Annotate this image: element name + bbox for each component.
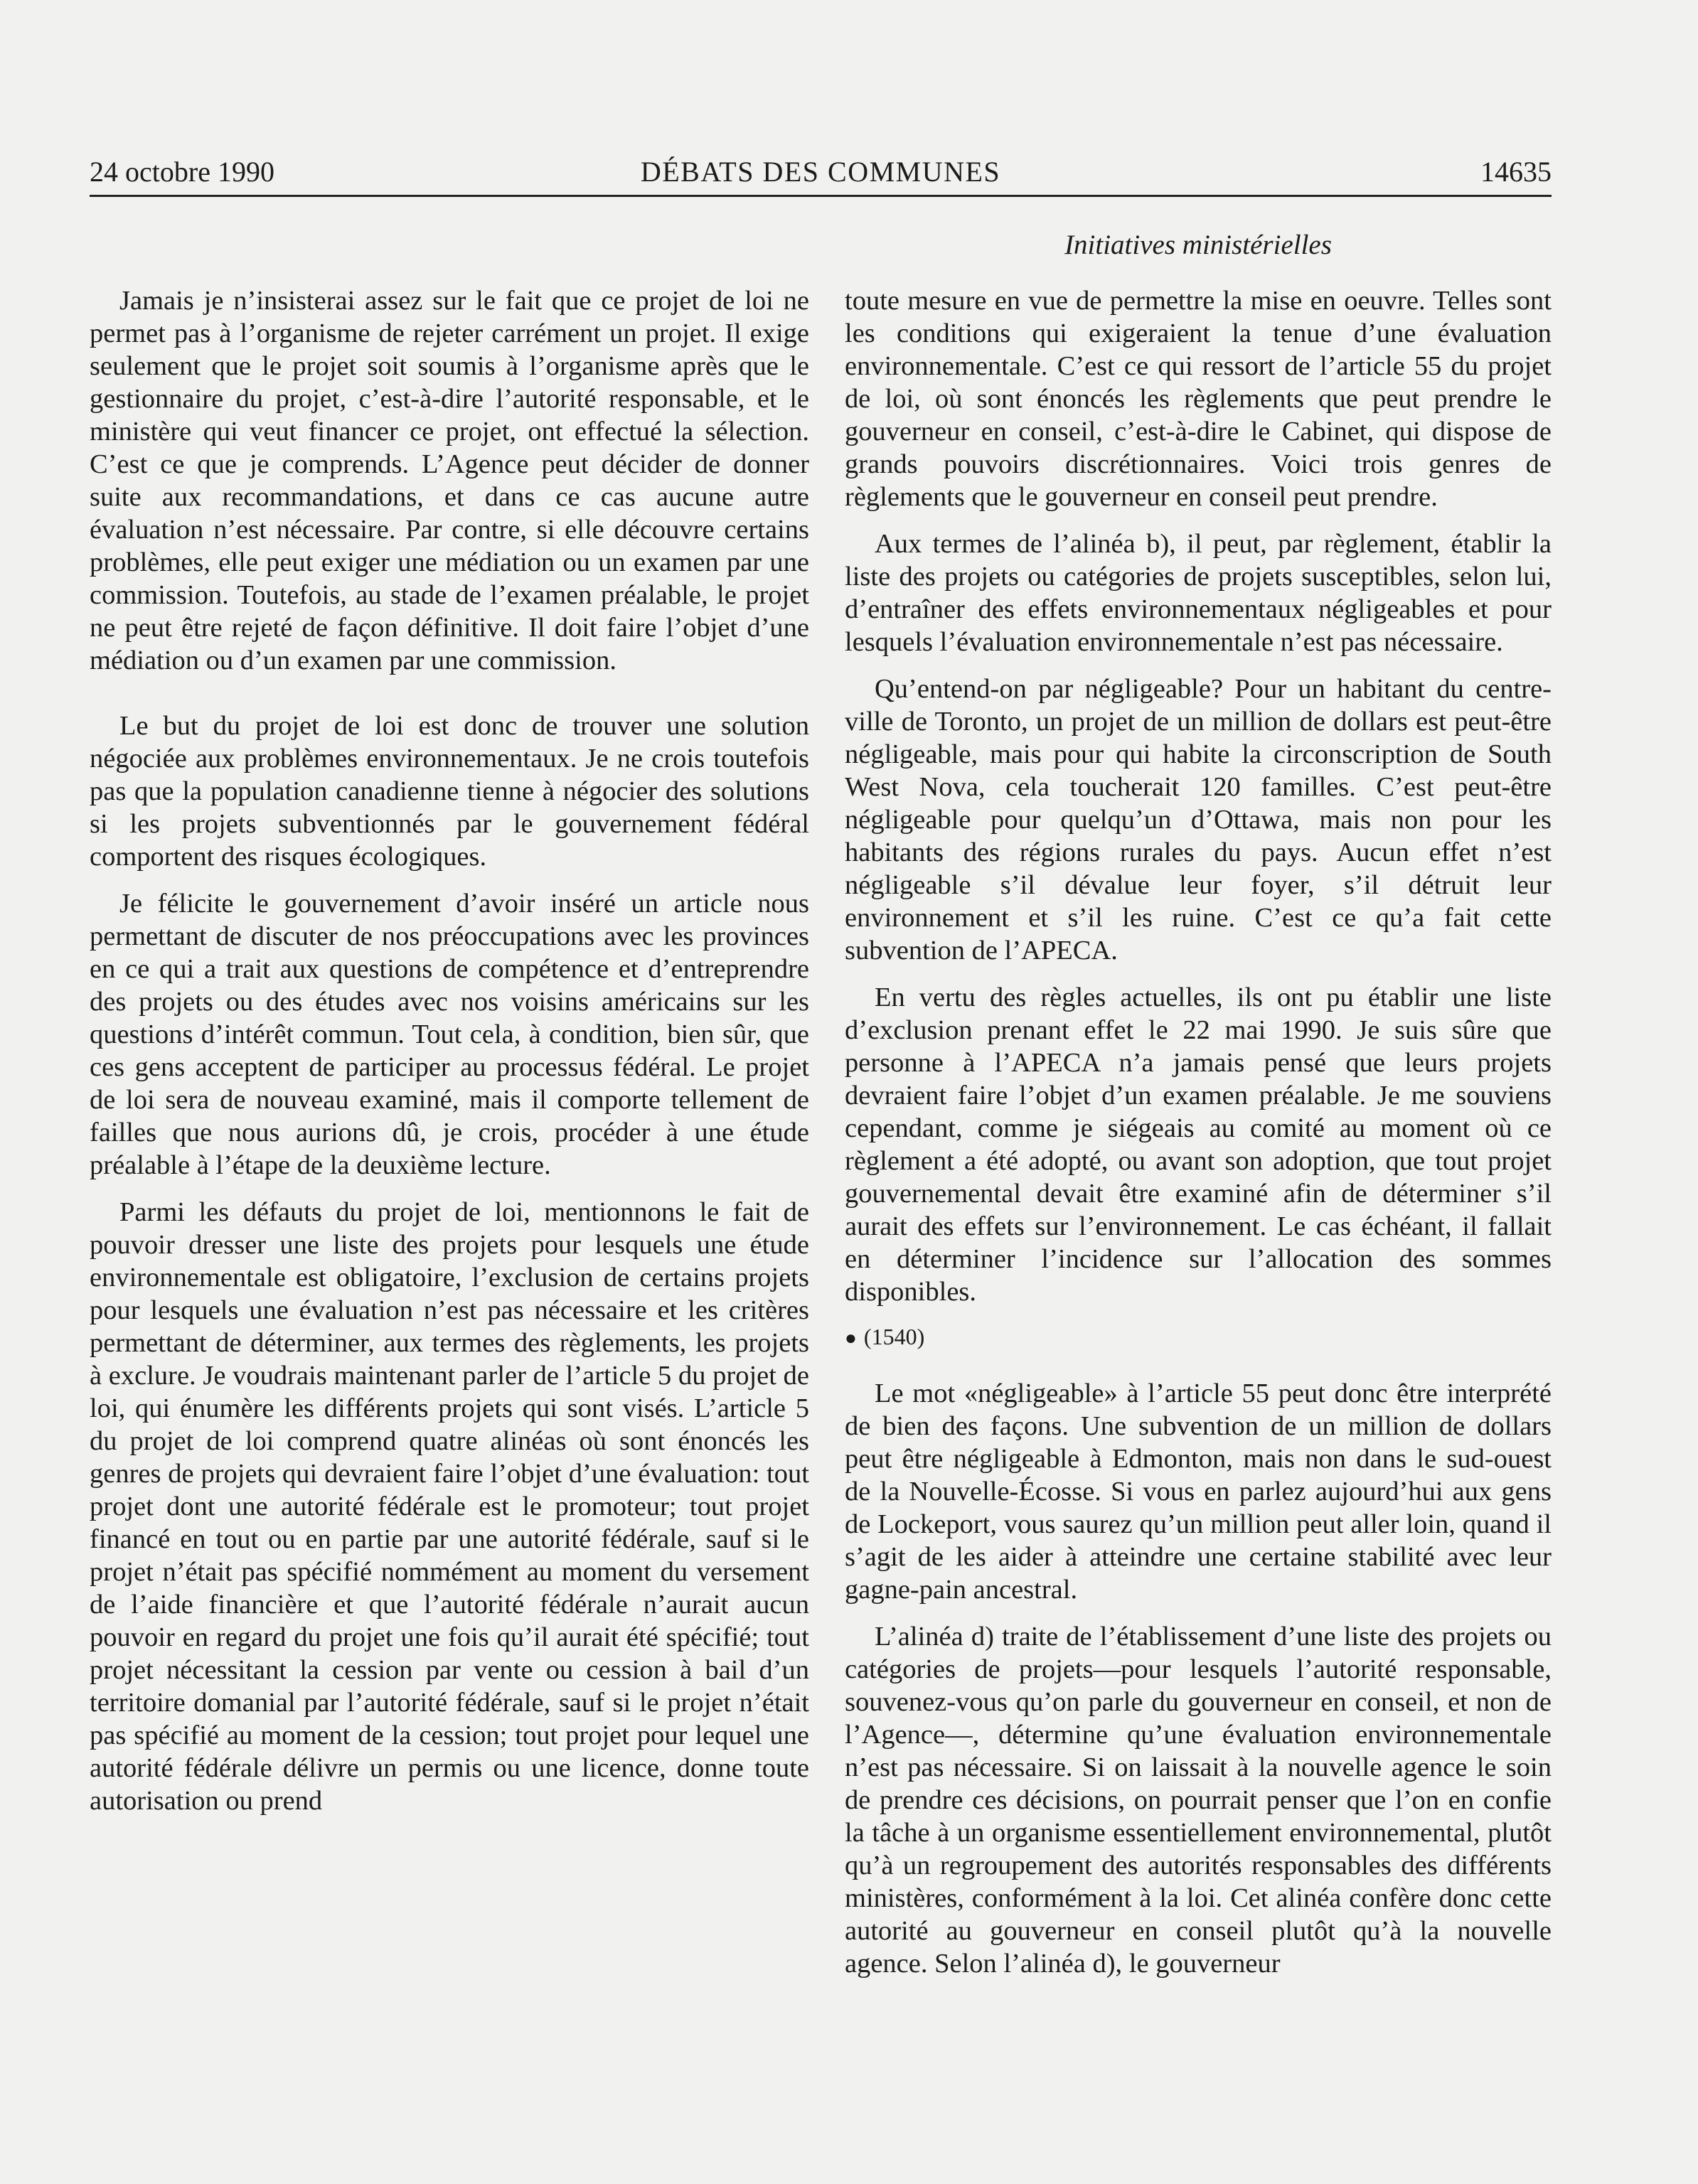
paragraph: Le but du projet de loi est donc de trouver une solution négociée aux problèmes environnementaux. Je ne crois toutefois pas que la population canadienne tienne à négocier des solutions si les projets subventionnés par le gouvernement fédéral comportent des risques écologiques. <box>90 711 809 872</box>
time-marker-text: (1540) <box>863 1324 925 1349</box>
page-header <box>90 155 1552 197</box>
paragraph: Je félicite le gouvernement d’avoir inséré un article nous permettant de discuter de nos préoccupations avec les provinces en ce qui a trait aux questions de compétence et d’entreprendre des projets ou des études avec nos voisins américains sur les questions d’intérêt commun. Tout cela, à condition, bien sûr, que ces gens acceptent de participer au processus fédéral. Le projet de loi sera de nouveau examiné, mais il comporte tellement de failles que nous aurions dû, je crois, procéder à une étude préalable à l’étape de la deuxième lecture. <box>90 889 809 1180</box>
header-date: 24 octobre 1990 <box>90 156 274 188</box>
section-title: Initiatives ministérielles <box>1064 230 1332 260</box>
right-column <box>845 284 1552 1994</box>
paragraph: Le mot «négligeable» à l’article 55 peut donc être interprété de bien des façons. Une subvention de un million de dollars peut être négligeable à Edmonton, mais non dans le sud-ouest de la Nouvelle-Écosse. Si vous en parlez aujourd’hui aux gens de Lockeport, vous saurez qu’un million peut aller loin, quand il s’agit de les aider à atteindre une certaine stabilité avec leur gagne-pain ancestral. <box>845 1379 1552 1605</box>
paragraph: Qu’entend-on par négligeable? Pour un habitant du centre-ville de Toronto, un projet de un million de dollars est peut-être négligeable, mais pour qui habite la circonscription de South West Nova, cela toucherait 120 familles. C’est peut-être négligeable pour quelqu’un d’Ottawa, mais non pour les habitants des régions rurales du pays. Aucun effet n’est négligeable s’il dévalue leur foyer, s’il détruit leur environnement et s’il les ruine. C’est ce qu’a fait cette subvention de l’APECA. <box>845 674 1552 965</box>
header-title: DÉBATS DES COMMUNES <box>640 156 1001 188</box>
paragraph: Aux termes de l’alinéa b), il peut, par règlement, établir la liste des projets ou catégories de projets susceptibles, selon lui, d’entraîner des effets environnementaux négligeables et pour lesquels l’évaluation environnementale n’est pas nécessaire. <box>845 529 1552 657</box>
bullet-icon: ● <box>845 1327 857 1349</box>
paragraph: Jamais je n’insisterai assez sur le fait que ce projet de loi ne permet pas à l’organisme de rejeter carrément un projet. Il exige seulement que le projet soit soumis à l’organisme après que le gestionnaire du projet, c’est-à-dire l’autorité responsable, et le ministère qui veut financer ce projet, ont effectué la sélection. C’est ce que je comprends. L’Agence peut décider de donner suite aux recommandations, et dans ce cas aucune autre évaluation n’est nécessaire. Par contre, si elle découvre certains problèmes, elle peut exiger une médiation ou un examen par une commission. Toutefois, au stade de l’examen préalable, le projet ne peut être rejeté de façon définitive. Il doit faire l’objet d’une médiation ou d’un examen par une commission. <box>90 286 809 675</box>
left-column <box>90 284 809 1831</box>
paragraph: Parmi les défauts du projet de loi, mentionnons le fait de pouvoir dresser une liste des projets pour lesquels une étude environnementale est obligatoire, l’exclusion de certains projets pour lesquels une évaluation n’est pas nécessaire et les critères permettant de déterminer, aux termes des règlements, les projets à exclure. Je voudrais maintenant parler de l’article 5 du projet de loi, qui énumère les différents projets qui sont visés. L’article 5 du projet de loi comprend quatre alinéas où sont énoncés les genres de projets qui devraient faire l’objet d’une évaluation: tout projet dont une autorité fédérale est le promoteur; tout projet financé en tout ou en partie par une autorité fédérale, sauf si le projet n’était pas spécifié nommément au moment du versement de l’aide financière et que l’autorité fédérale n’aurait aucun pouvoir en regard du projet une fois qu’il aurait été spécifié; tout projet nécessitant la cession par vente ou cession à bail d’un territoire domanial par l’autorité fédérale, sauf si le projet n’était pas spécifié au moment de la cession; tout projet pour lequel une autorité fédérale délivre un permis ou une licence, donne toute autorisation ou prend <box>90 1197 809 1816</box>
page-number: 14635 <box>1480 156 1552 188</box>
time-marker <box>845 1322 1552 1353</box>
paragraph: toute mesure en vue de permettre la mise en oeuvre. Telles sont les conditions qui exigeraient la tenue d’une évaluation environnementale. C’est ce qui ressort de l’article 55 du projet de loi, où sont énoncés les règlements que peut prendre le gouverneur en conseil, c’est-à-dire le Cabinet, qui dispose de grands pouvoirs discrétionnaires. Voici trois genres de règlements que le gouverneur en conseil peut prendre. <box>845 286 1552 512</box>
paragraph: En vertu des règles actuelles, ils ont pu établir une liste d’exclusion prenant effet le 22 mai 1990. Je suis sûre que personne à l’APECA n’a jamais pensé que leurs projets devraient faire l’objet d’un examen préalable. Je me souviens cependant, comme je siégeais au comité au moment où ce règlement a été adopté, ou avant son adoption, que tout projet gouvernemental devait être examiné afin de déterminer s’il aurait des effets sur l’environnement. Le cas échéant, il fallait en déterminer l’incidence sur l’allocation des sommes disponibles. <box>845 983 1552 1307</box>
paragraph: L’alinéa d) traite de l’établissement d’une liste des projets ou catégories de projets—pour lesquels l’autorité responsable, souvenez-vous qu’on parle du gouverneur en conseil, et non de l’Agence—, détermine qu’une évaluation environnementale n’est pas nécessaire. Si on laissait à la nouvelle agence le soin de prendre ces décisions, on pourrait penser que l’on en confie la tâche à un organisme essentiellement environnemental, plutôt qu’à un regroupement des autorités responsables des différents ministères, conformément à la loi. Cet alinéa confère donc cette autorité au gouverneur en conseil plutôt qu’à la nouvelle agence. Selon l’alinéa d), le gouverneur <box>845 1622 1552 1979</box>
